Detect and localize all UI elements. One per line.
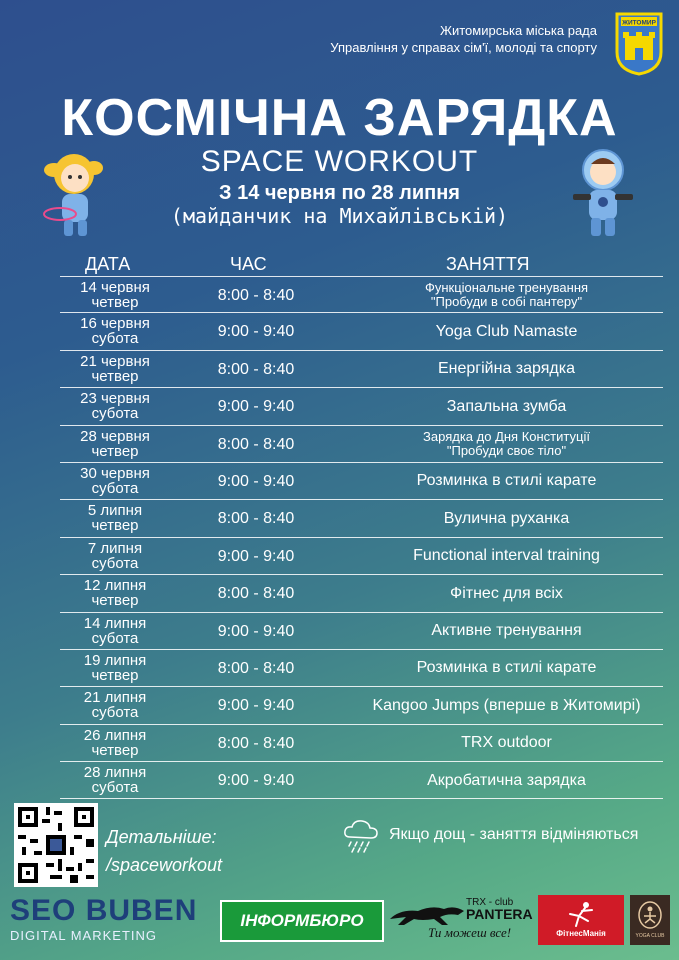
row-date: 14 червня — [80, 279, 150, 296]
row-activity: Функціональне тренування — [424, 280, 589, 295]
rain-cloud-icon — [342, 817, 380, 855]
row-activity: TRX outdoor — [461, 734, 552, 752]
row-day: четвер — [91, 741, 139, 759]
row-time: 8:00 - 8:40 — [217, 734, 295, 752]
seo-buben-name: SEO BUBEN — [10, 894, 198, 927]
yoga-club-name: YOGA CLUB — [635, 933, 665, 939]
qr-code-icon[interactable] — [14, 803, 98, 887]
table-row — [60, 388, 663, 425]
event-dates: З 14 червня по 28 липня — [219, 182, 460, 204]
row-date: 21 червня — [80, 352, 150, 370]
row-date: 26 липня — [83, 726, 147, 744]
row-date: 7 липня — [87, 539, 143, 557]
table-row — [60, 650, 663, 687]
header-time: ЧАС — [230, 254, 267, 274]
table-row — [60, 426, 663, 463]
row-day: субота — [91, 704, 139, 722]
org-line-1: Житомирська міська рада — [439, 23, 597, 38]
row-time: 9:00 - 9:40 — [217, 323, 295, 341]
row-activity: Розминка в стилі карате — [416, 659, 597, 677]
row-time: 8:00 - 8:40 — [217, 435, 295, 453]
row-day: четвер — [91, 517, 139, 535]
details-link[interactable]: /spaceworkout — [106, 855, 223, 875]
row-date: 28 червня — [80, 427, 150, 445]
table-row — [60, 276, 663, 313]
astronaut-boy-icon — [569, 148, 637, 240]
row-time: 9:00 - 9:40 — [217, 547, 295, 565]
row-time: 9:00 - 9:40 — [217, 398, 295, 416]
row-activity-note: "Пробуди своє тіло" — [446, 442, 567, 458]
schedule-table — [60, 276, 663, 799]
yoga-club-logo — [630, 895, 670, 945]
row-activity-cell — [350, 426, 663, 462]
row-time: 9:00 - 9:40 — [217, 697, 295, 715]
row-date: 12 липня — [83, 577, 147, 595]
page-title: КОСМІЧНА ЗАРЯДКА — [61, 89, 618, 147]
crest-label: ЖИТОМИР — [622, 19, 656, 27]
row-activity: Енергійна зарядка — [437, 360, 575, 378]
page-subtitle: SPACE WORKOUT — [200, 145, 479, 178]
row-activity: Активне тренування — [431, 622, 582, 640]
row-date: 14 липня — [83, 614, 147, 632]
row-time: 8:00 - 8:40 — [217, 585, 295, 603]
row-date: 28 липня — [83, 764, 147, 782]
header-activity: ЗАНЯТТЯ — [446, 254, 530, 274]
row-date-cell — [60, 503, 170, 533]
rain-note: Якщо дощ - заняття відміняються — [389, 826, 639, 843]
table-row — [60, 351, 663, 388]
organization-text — [330, 22, 597, 56]
row-date-cell — [60, 653, 170, 683]
astronaut-girl-icon — [42, 148, 108, 240]
row-date: 19 липня — [83, 651, 147, 669]
row-date-cell — [60, 765, 170, 795]
row-time: 8:00 - 8:40 — [217, 287, 295, 304]
row-day: субота — [91, 554, 139, 572]
row-date: 21 липня — [83, 689, 147, 707]
row-time: 9:00 - 9:40 — [217, 772, 295, 790]
row-day: субота — [91, 330, 139, 348]
table-row — [60, 538, 663, 575]
row-date: 23 червня — [80, 390, 150, 408]
row-activity: Зарядка до Дня Конституції — [423, 428, 590, 444]
row-date: 30 червня — [80, 464, 150, 482]
row-activity: Kangoo Jumps (вперше в Житомирі) — [372, 696, 641, 714]
row-day: четвер — [91, 294, 139, 311]
table-row — [60, 613, 663, 650]
row-date: 16 червня — [80, 315, 150, 333]
row-day: субота — [91, 629, 139, 647]
row-day: субота — [91, 779, 139, 797]
row-time: 8:00 - 8:40 — [217, 360, 295, 378]
row-date-cell — [60, 354, 170, 384]
city-crest-icon — [615, 12, 663, 76]
row-date-cell — [60, 690, 170, 720]
row-time: 8:00 - 8:40 — [217, 659, 295, 677]
org-line-2: Управління у справах сім'ї, молоді та спорту — [330, 40, 597, 55]
row-day: четвер — [91, 442, 139, 460]
row-time: 8:00 - 8:40 — [217, 510, 295, 528]
informburo-logo: ІНФОРМБЮРО — [220, 900, 384, 942]
header-date: ДАТА — [85, 254, 131, 274]
schedule-header — [68, 254, 663, 276]
table-row — [60, 762, 663, 799]
row-activity-cell — [350, 277, 663, 313]
row-date: 5 липня — [87, 502, 143, 520]
dancer-icon — [566, 901, 596, 927]
row-activity: Yoga Club Namaste — [435, 322, 578, 340]
table-row — [60, 463, 663, 500]
row-day: четвер — [91, 592, 139, 610]
row-day: четвер — [91, 367, 139, 385]
pantera-logo — [388, 895, 533, 947]
row-activity: Акробатична зарядка — [427, 771, 586, 789]
table-row — [60, 687, 663, 724]
seo-buben-sub: DIGITAL MARKETING — [10, 928, 158, 943]
row-date-cell — [60, 728, 170, 758]
row-day: четвер — [91, 666, 139, 684]
row-activity: Вулична руханка — [443, 509, 570, 527]
row-date-cell — [60, 391, 170, 421]
seo-buben-logo — [10, 896, 206, 944]
row-date-cell — [60, 429, 170, 459]
row-day: субота — [91, 479, 139, 497]
row-activity: Functional interval training — [413, 547, 600, 565]
panther-icon — [388, 901, 468, 927]
row-activity-note: "Пробуди в собі пантеру" — [430, 294, 583, 309]
row-day: субота — [91, 405, 139, 423]
row-date-cell — [60, 280, 170, 310]
row-activity: Запальна зумба — [446, 397, 567, 415]
fitnesmania-logo — [538, 895, 624, 945]
row-date-cell — [60, 541, 170, 571]
details-label: Детальніше: — [106, 827, 217, 847]
row-activity: Розминка в стилі карате — [416, 472, 597, 490]
trx-club-label: TRX - club — [466, 897, 514, 908]
table-row — [60, 725, 663, 762]
row-date-cell — [60, 616, 170, 646]
row-date-cell — [60, 316, 170, 346]
row-date-cell — [60, 466, 170, 496]
row-date-cell — [60, 578, 170, 608]
table-row — [60, 313, 663, 350]
row-time: 9:00 - 9:40 — [217, 622, 295, 640]
row-activity: Фітнес для всіх — [450, 584, 563, 602]
pantera-slogan: Ти можеш все! — [428, 925, 512, 940]
event-place: (майданчик на Михайлівській) — [170, 204, 509, 228]
table-row — [60, 500, 663, 537]
details-block — [106, 823, 222, 879]
yoga-emblem-icon — [637, 900, 663, 930]
row-time: 9:00 - 9:40 — [217, 472, 295, 490]
table-row — [60, 575, 663, 612]
pantera-name: PANTERA — [466, 906, 533, 922]
fitnesmania-name: ФітнесМанія — [556, 929, 606, 938]
